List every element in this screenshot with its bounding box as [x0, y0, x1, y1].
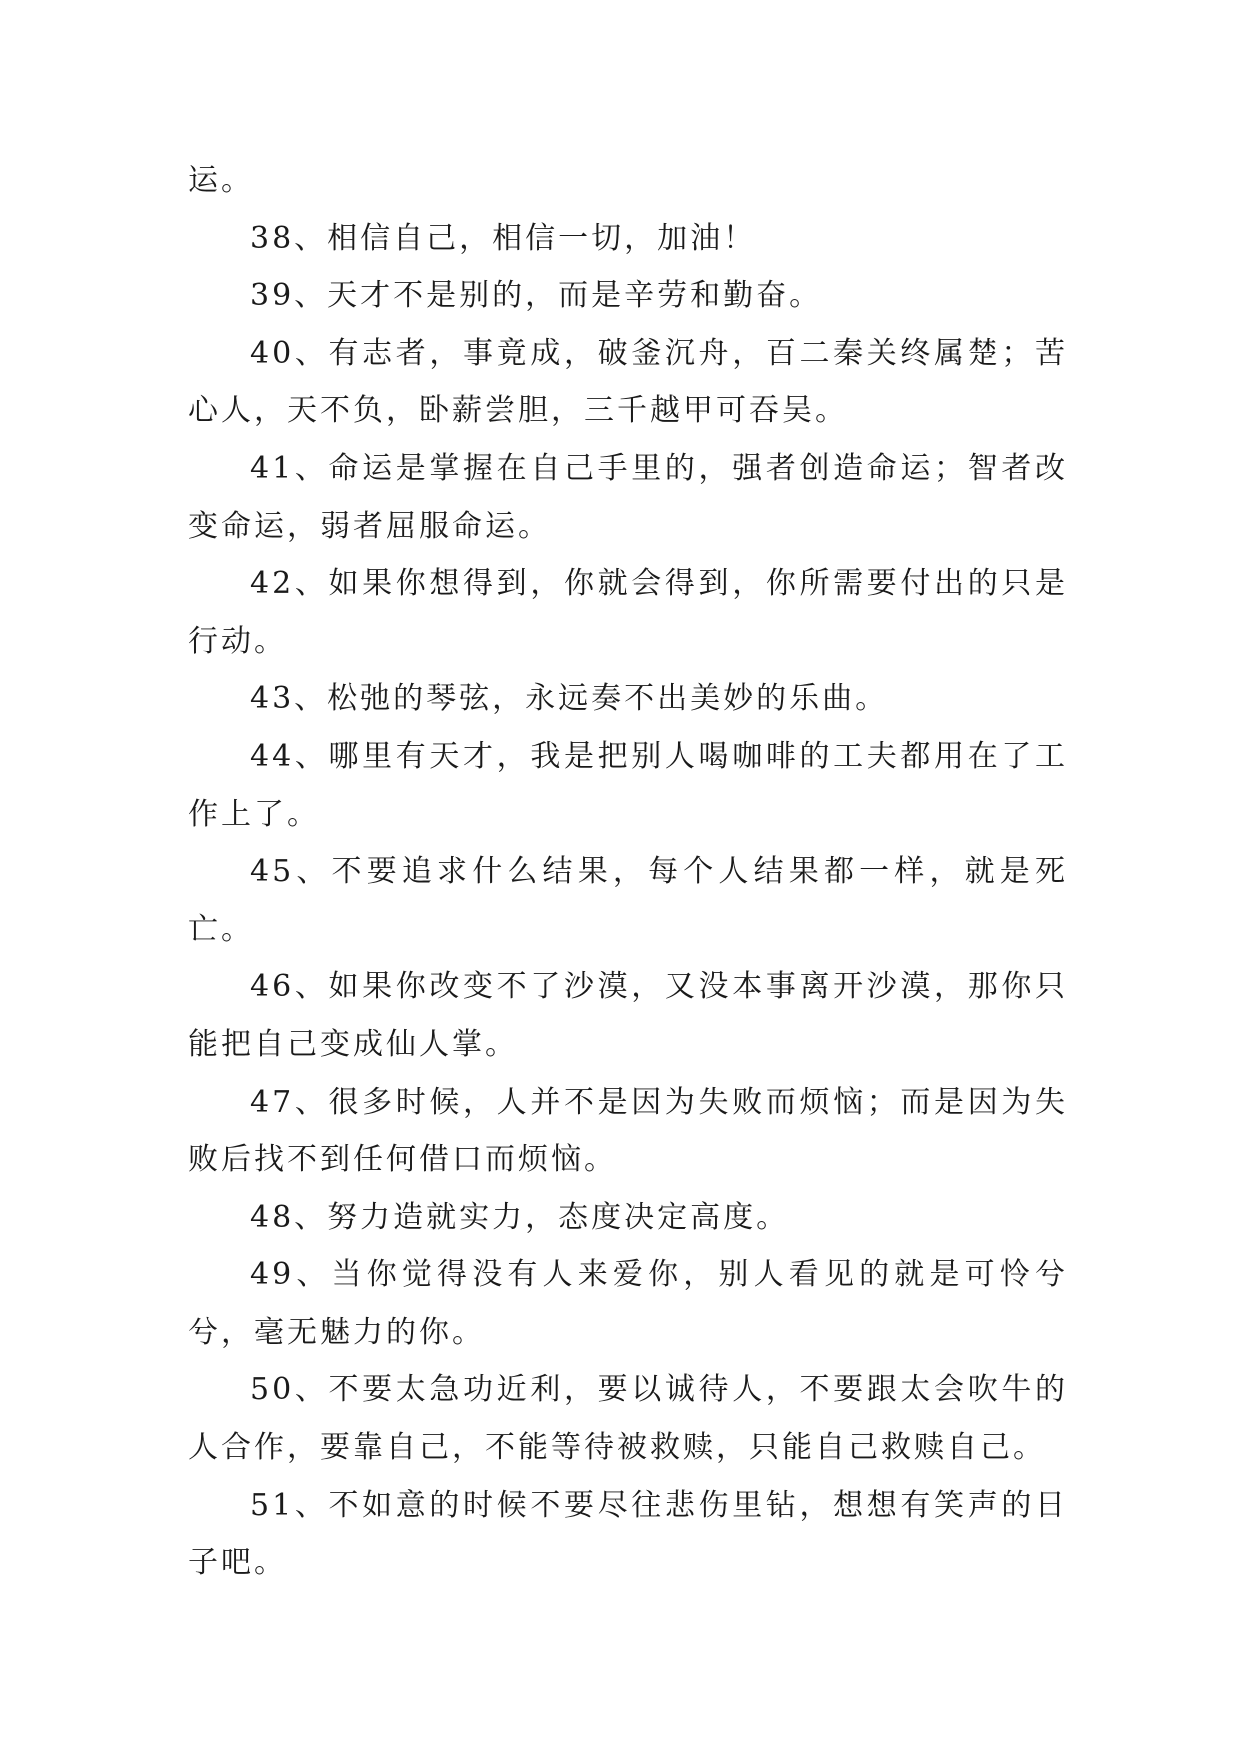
paragraph-39: 39、天才不是别的，而是辛劳和勤奋。: [250, 278, 823, 314]
paragraph-40: 40、有志者，事竟成，破釜沉舟，百二秦关终属楚；苦心人，天不负，卧薪尝胆，三千越甲可吞吴。: [188, 335, 1068, 429]
paragraph-46: 46、如果你改变不了沙漠，又没本事离开沙漠，那你只能把自己变成仙人掌。: [188, 969, 1068, 1062]
paragraph-41: 41、命运是掌握在自己手里的，强者创造命运；智者改变命运，弱者屈服命运。: [188, 450, 1068, 544]
paragraph-47: 47、很多时候，人并不是因为失败而烦恼；而是因为失败后找不到任何借口而烦恼。: [188, 1084, 1068, 1178]
paragraph-continuation: 运。: [188, 163, 254, 198]
paragraph-50: 50、不要太急功近利，要以诚待人，不要跟太会吹牛的人合作，要靠自己，不能等待被救赎，只能自己救赎自己。: [188, 1372, 1068, 1466]
paragraph-44: 44、哪里有天才，我是把别人喝咖啡的工夫都用在了工作上了。: [188, 738, 1068, 832]
paragraph-38: 38、相信自己，相信一切，加油！: [250, 220, 757, 256]
paragraph-51: 51、不如意的时候不要尽往悲伤里钻，想想有笑声的日子吧。: [188, 1487, 1068, 1581]
paragraph-43: 43、松弛的琴弦，永远奏不出美妙的乐曲。: [250, 681, 889, 717]
paragraph-49: 49、当你觉得没有人来爱你，别人看见的就是可怜兮兮，毫无魅力的你。: [188, 1257, 1068, 1350]
paragraph-42: 42、如果你想得到，你就会得到，你所需要付出的只是行动。: [188, 566, 1068, 659]
document-body: [188, 152, 1068, 1592]
paragraph-45: 45、不要追求什么结果，每个人结果都一样，就是死亡。: [188, 854, 1068, 947]
paragraph-48: 48、努力造就实力，态度决定高度。: [250, 1199, 790, 1235]
